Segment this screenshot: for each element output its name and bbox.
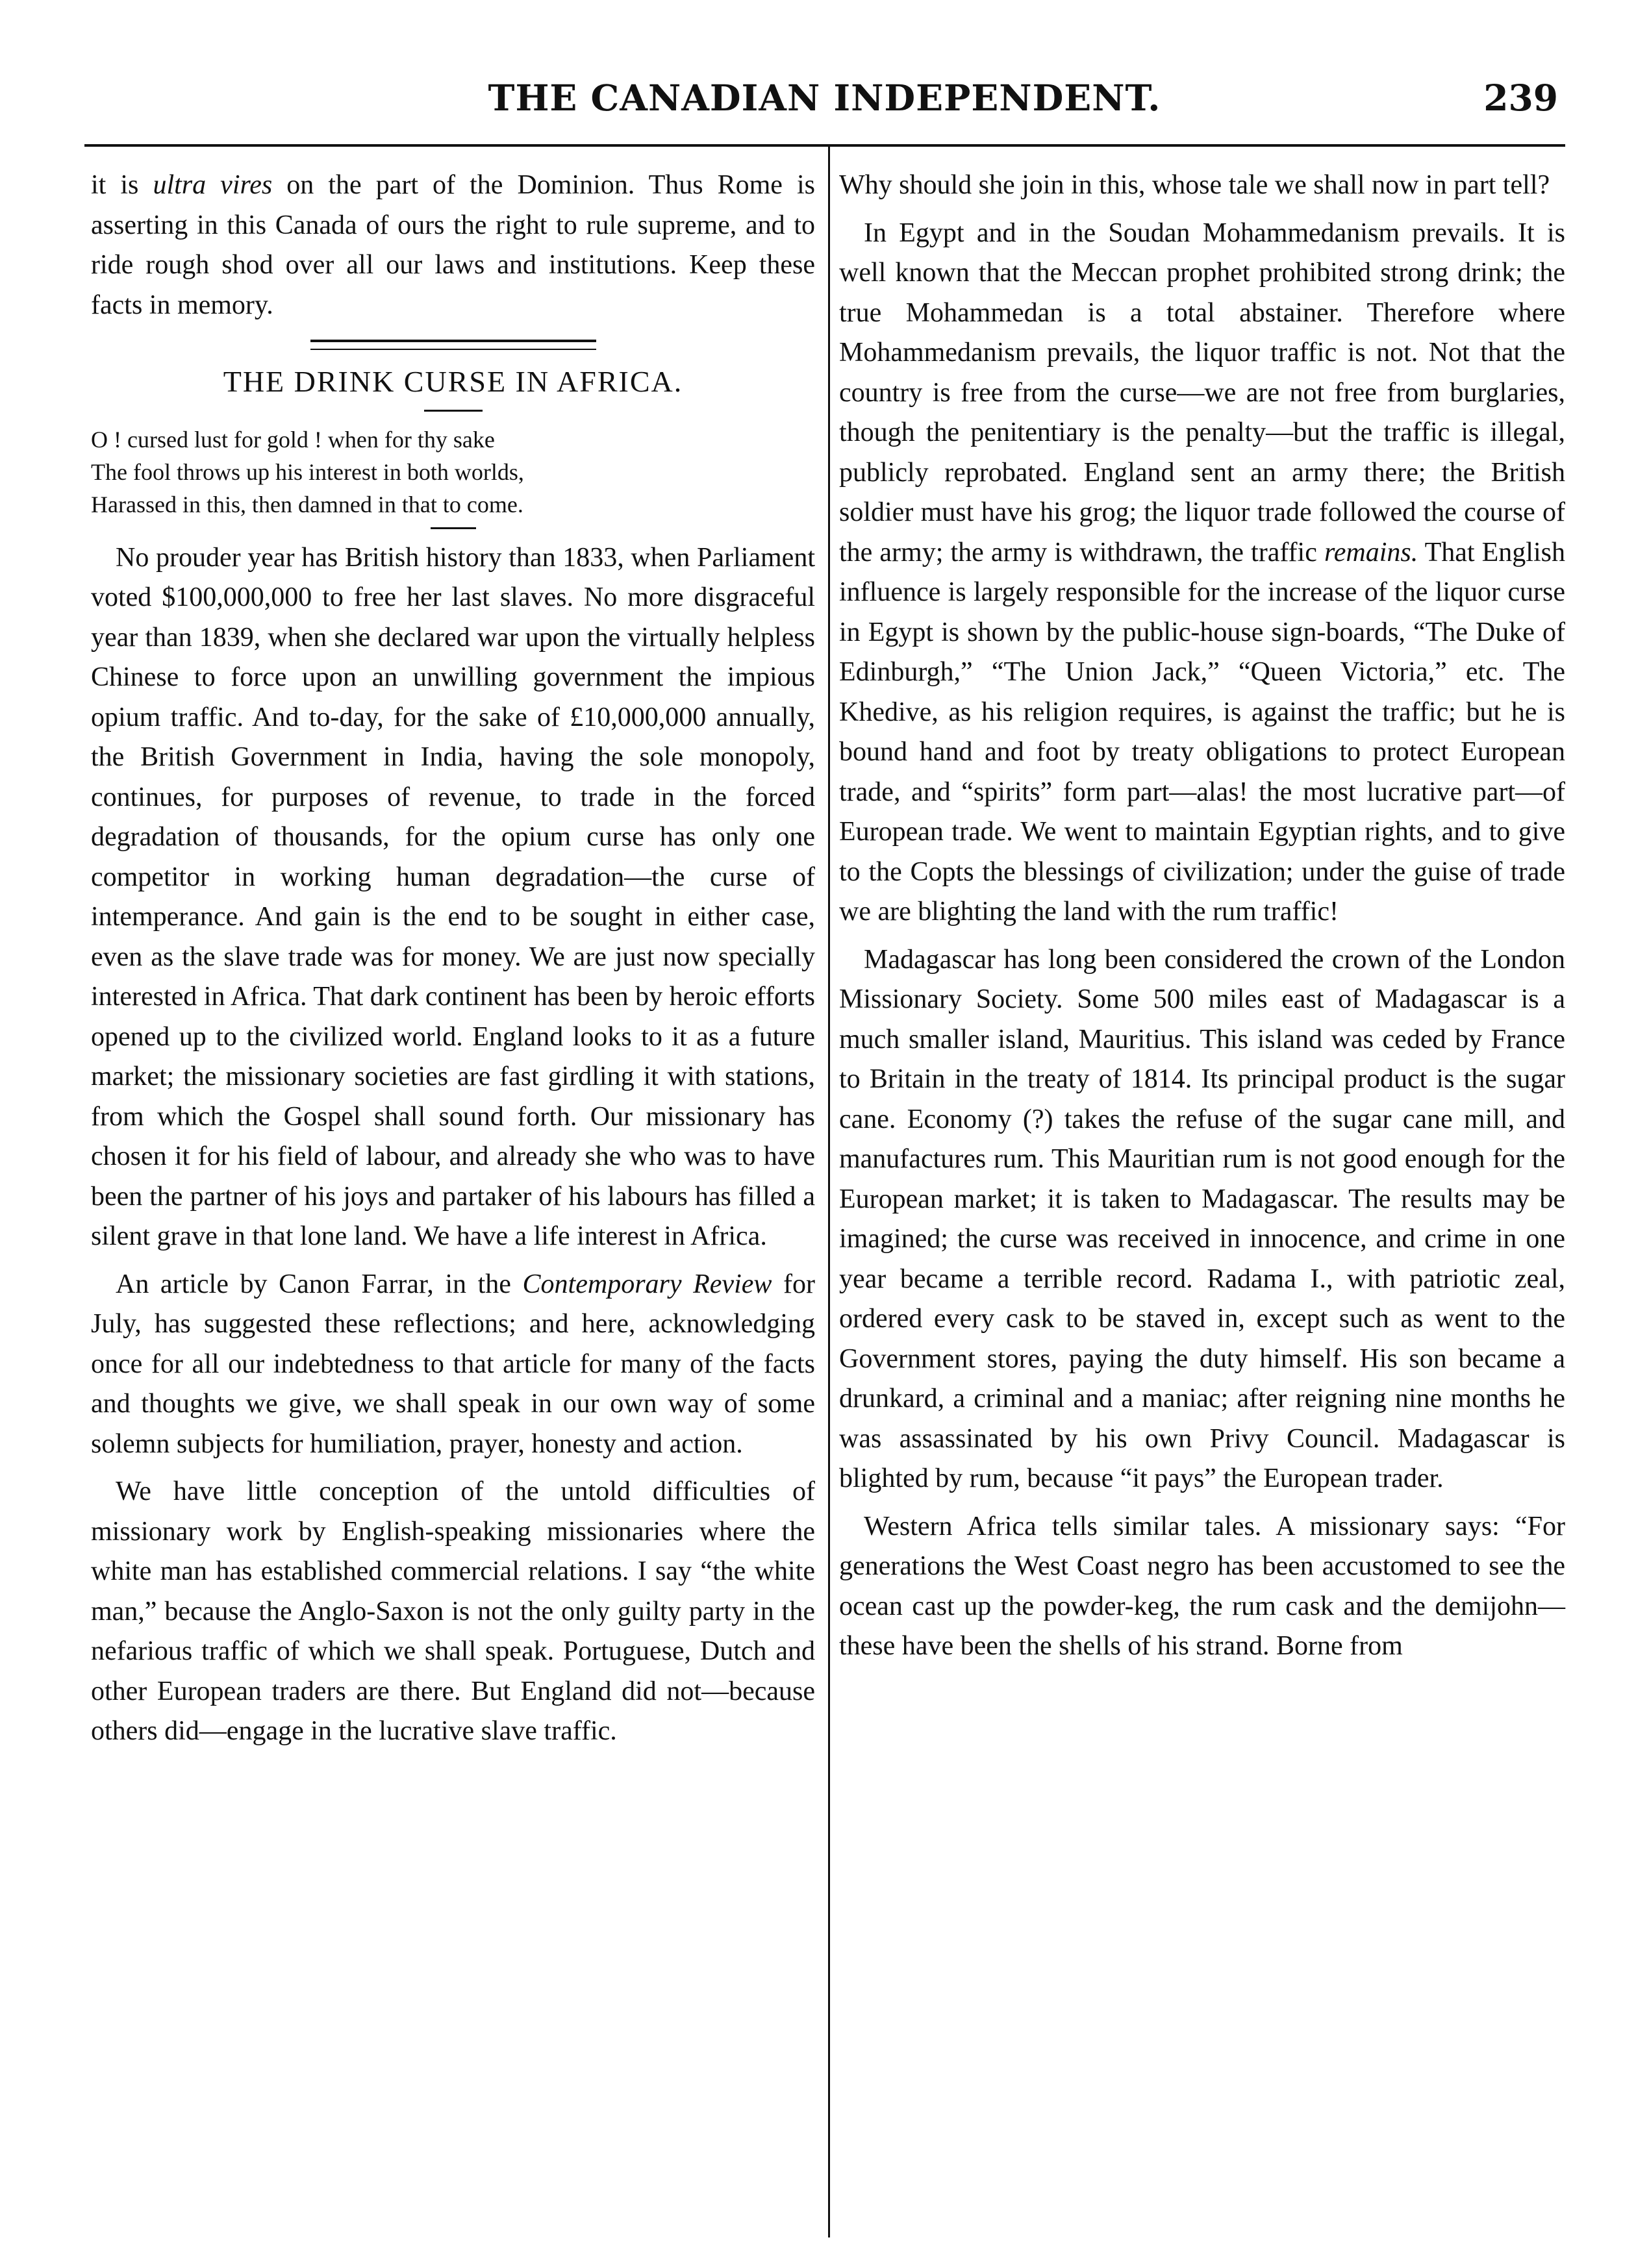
running-head	[84, 77, 1565, 129]
column-divider	[828, 147, 830, 2237]
epigraph-rule	[431, 527, 476, 529]
title-rule	[424, 410, 483, 412]
body-paragraph: Western Africa tells similar tales. A missionary says: “For generations the West Coast negro has been accustomed to see the ocean cast up the powder-keg, the rum cask and the demijohn—these have been the shells of his strand. Borne from	[839, 1511, 1565, 1661]
ultra-vires-italic: ultra vires	[153, 170, 273, 200]
journal-name-italic: Contemporary Review	[522, 1269, 772, 1299]
body-paragraph: In Egypt and in the Soudan Mohammedanism prevails. It is well known that the Meccan prophet prohibited strong drink; the true Mohammedan is a total abstainer. Therefore where Mohammedanism prevails, the liquor traffic is not. Not that the country is free from the curse—we are not free from burglaries, though the penitentiary is the penalty—but the traffic is illegal, publicly reprobated. England sent an army there; the British soldier must have his grog; the liquor trade followed the course of the army; the army is withdrawn, the traffic remains. That English influence is largely responsible for the increase of the liquor curse in Egypt is shown by the public-house sign-boards, “The Duke of Edinburgh,” “The Union Jack,” “Queen Victoria,” etc. The Khedive, as his religion requires, is against the traffic; but he is bound hand and foot by treaty obligations to protect European trade, and “spirits” form part—alas! the most lucrative part—of European trade. We went to maintain Egyptian rights, and to give to the Copts the blessings of civilization; under the guise of trade we are blighting the land with the rum traffic!	[839, 218, 1565, 927]
epigraph-line: O ! cursed lust for gold ! when for thy sake	[91, 426, 495, 453]
section-divider	[310, 340, 596, 350]
remains-italic: remains.	[1324, 537, 1418, 567]
body-paragraph: An article by Canon Farrar, in the Contemporary Review for July, has suggested these reflections; and here, acknowledging once for all our indebtedness to that article for many of the facts and thoughts we give, we shall speak in our own way of some solemn subjects for humiliation, prayer, honesty and action.	[91, 1269, 815, 1459]
opening-paragraph: it is ultra vires on the part of the Dominion. Thus Rome is asserting in this Canada of ours the right to rule supreme, and to ride rough shod over all our laws and institutions. Keep these facts in memory.	[91, 170, 815, 320]
left-column	[91, 166, 815, 1752]
body-paragraph: No prouder year has British history than 1833, when Parliament voted $100,000,000 to free her last slaves. No more disgraceful year than 1839, when she declared war upon the virtually helpless Chinese to force upon an unwilling government the impious opium traffic. And to-day, for the sake of £10,000,000 annually, the British Government in India, having the sole monopoly, continues, for purposes of revenue, to trade in the forced degradation of thousands, for the opium curse has only one competitor in working human degradation—the curse of intemperance. And gain is the end to be sought in either case, even as the slave trade was for money. We are just now specially interested in Africa. That dark continent has been by heroic efforts opened up to the civilized world. England looks to it as a future market; the missionary societies are fast girdling it with stations, from which the Gospel shall sound forth. Our missionary has chosen it for his field of labour, and already she who was to have been the partner of his joys and partaker of his labours has filled a silent grave in that lone land. We have a life interest in Africa.	[91, 542, 815, 1251]
right-column	[839, 166, 1565, 1667]
epigraph-line: The fool throws up his interest in both worlds,	[91, 458, 524, 485]
journal-title: THE CANADIAN INDEPENDENT.	[488, 77, 1161, 119]
body-paragraph: Why should she join in this, whose tale we shall now in part tell?	[839, 170, 1550, 200]
header-rule	[84, 144, 1565, 147]
epigraph-line: Harassed in this, then damned in that to come.	[91, 491, 523, 517]
page-number: 239	[1483, 77, 1558, 119]
body-paragraph: We have little conception of the untold difficulties of missionary work by English-speaking missionaries where the white man has established commercial relations. I say “the white man,” because the Anglo-Saxon is not the only guilty party in the nefarious traffic of which we shall speak. Portuguese, Dutch and other European traders are there. But England did not—because others did—engage in the lucrative slave traffic.	[91, 1477, 815, 1746]
body-paragraph: Madagascar has long been considered the crown of the London Missionary Society. Some 500 miles east of Madagascar is a much smaller island, Mauritius. This island was ceded by France to Britain in the treaty of 1814. Its principal product is the sugar cane. Economy (?) takes the refuse of the sugar cane mill, and manufactures rum. This Mauritian rum is not good enough for the European market; it is taken to Madagascar. The results may be imagined; the curse was received in innocence, and crime in one year became a terrible record. Radama I., with patriotic zeal, ordered every cask to be staved in, except such as went to the Government stores, paying the duty himself. His son became a drunkard, a criminal and a maniac; after reigning nine months he was assassinated by his own Privy Council. Madagascar is blighted by rum, because “it pays” the European trader.	[839, 944, 1565, 1493]
article-title: THE DRINK CURSE IN AFRICA.	[223, 365, 683, 398]
epigraph	[91, 423, 815, 521]
